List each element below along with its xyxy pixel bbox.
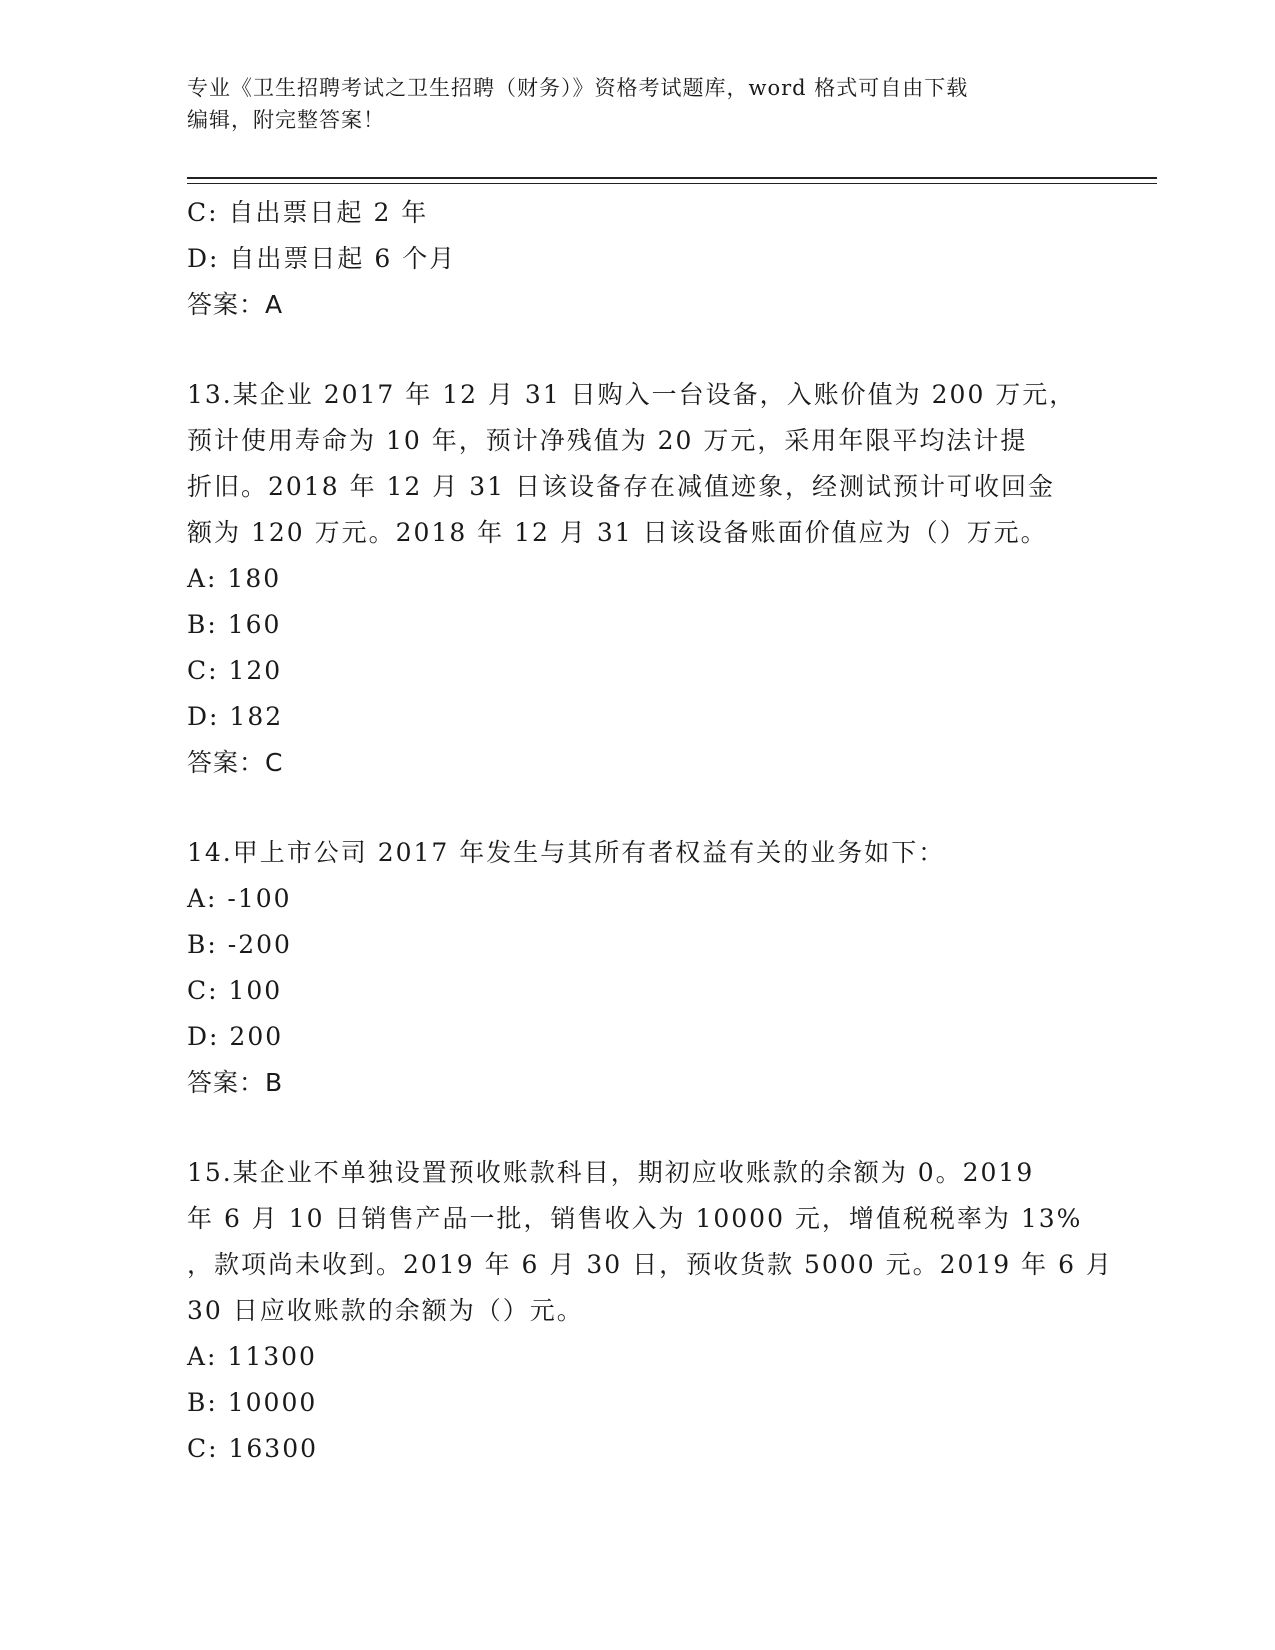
option-d: D: 200 (187, 1022, 284, 1051)
option-d: D: 182 (187, 702, 284, 731)
question-13-line-3: 折旧。2018 年 12 月 31 日该设备存在减值迹象，经测试预计可收回金 (187, 472, 1055, 501)
option-d: D: 自出票日起 6 个月 (187, 244, 457, 273)
question-14-line-1: 14.甲上市公司 2017 年发生与其所有者权益有关的业务如下： (187, 838, 946, 867)
header-rule-thin (187, 183, 1157, 184)
question-13-line-2: 预计使用寿命为 10 年，预计净残值为 20 万元，采用年限平均法计提 (187, 426, 1028, 455)
question-15-line-1: 15.某企业不单独设置预收账款科目，期初应收账款的余额为 0。2019 (187, 1158, 1035, 1187)
answer: 答案：A (187, 290, 284, 319)
question-13-line-1: 13.某企业 2017 年 12 月 31 日购入一台设备，入账价值为 200 万元， (187, 380, 1077, 409)
question-15-line-4: 30 日应收账款的余额为（）元。 (187, 1296, 584, 1325)
option-c: C: 120 (187, 656, 283, 685)
option-b: B: 10000 (187, 1388, 318, 1417)
option-b: B: 160 (187, 610, 282, 639)
option-a: A: -100 (187, 884, 292, 913)
question-13 (187, 372, 1087, 786)
answer: 答案：C (187, 748, 284, 777)
option-c: C: 16300 (187, 1434, 319, 1463)
header-rule-thick (187, 177, 1157, 179)
question-14 (187, 830, 1087, 1106)
question-15 (187, 1150, 1113, 1472)
option-a: A: 11300 (187, 1342, 317, 1371)
question-15-line-3: ，款项尚未收到。2019 年 6 月 30 日，预收货款 5000 元。2019 年 6 月 (187, 1250, 1113, 1279)
header-line-1: 专业《卫生招聘考试之卫生招聘（财务）》资格考试题库，word 格式可自由下载 (187, 76, 969, 100)
option-c: C: 100 (187, 976, 283, 1005)
question-13-line-4: 额为 120 万元。2018 年 12 月 31 日该设备账面价值应为（）万元。 (187, 518, 1048, 547)
option-b: B: -200 (187, 930, 292, 959)
option-a: A: 180 (187, 564, 282, 593)
answer: 答案：B (187, 1068, 284, 1097)
document-header (187, 72, 1087, 136)
option-c: C: 自出票日起 2 年 (187, 198, 429, 227)
document-body (187, 190, 1113, 1472)
previous-question (187, 190, 1087, 328)
question-15-line-2: 年 6 月 10 日销售产品一批，销售收入为 10000 元，增值税税率为 13% (187, 1204, 1083, 1233)
header-line-2: 编辑，附完整答案！ (187, 108, 385, 132)
